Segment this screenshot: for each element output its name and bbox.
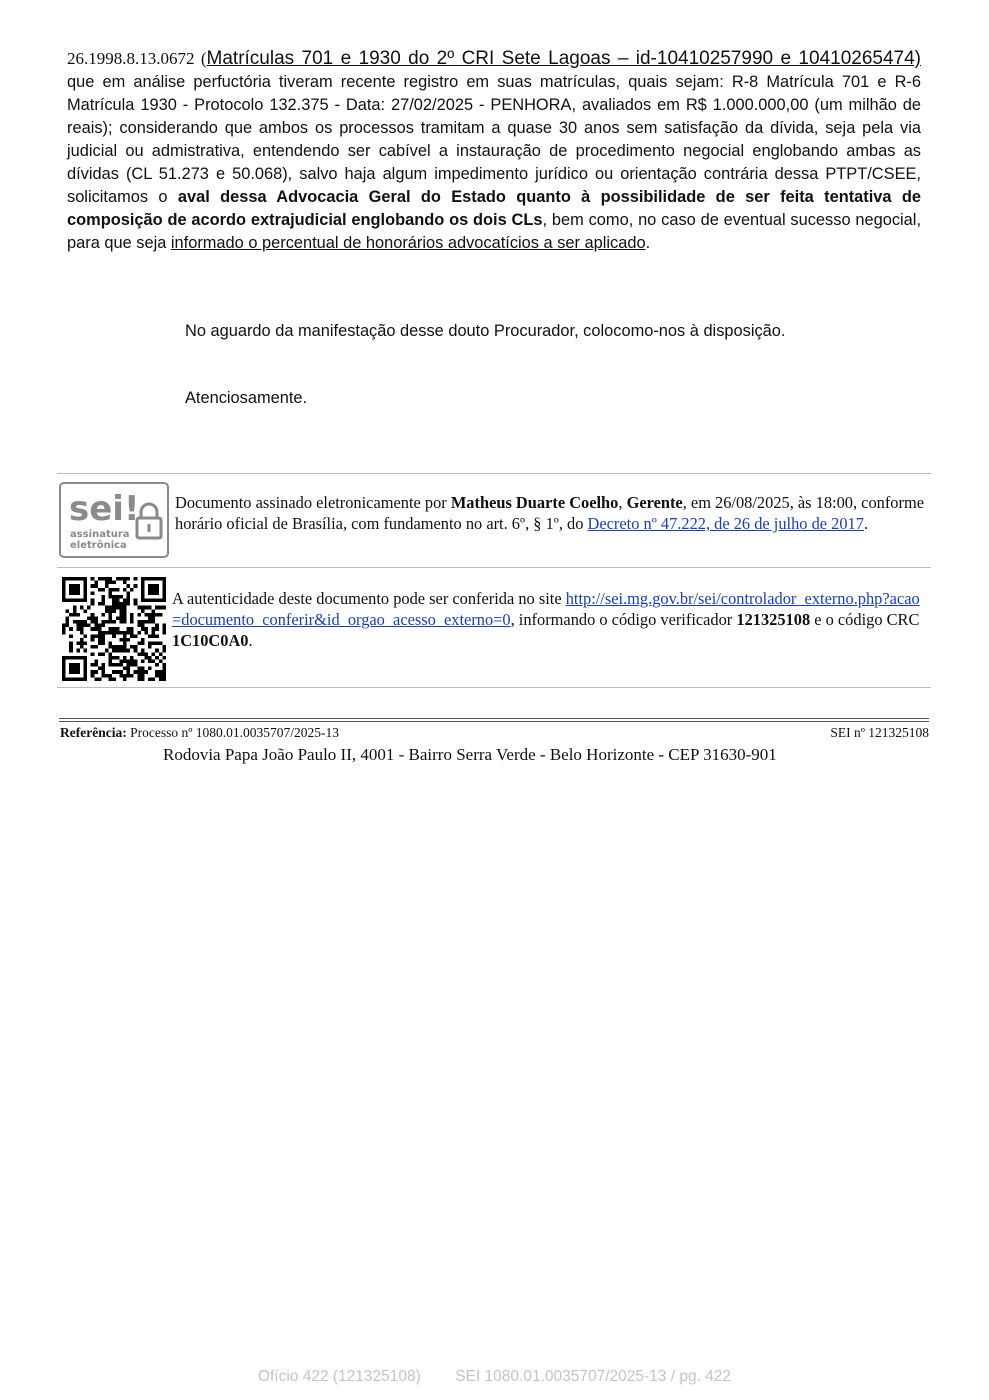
body-paragraph [67, 47, 921, 255]
salutation: Atenciosamente. [185, 389, 308, 407]
verification-url-link[interactable]: http://sei.mg.gov.br/sei/controlador_externo.php?acao=documento_conferir&id_orgao_acesso_externo=0 [172, 589, 920, 629]
paragraph-end: . [645, 234, 651, 252]
signer-name: Matheus Duarte Coelho [450, 493, 619, 512]
reference-value: Processo nº 1080.01.0035707/2025-13 [126, 725, 340, 740]
paren-open: ( [194, 49, 207, 68]
authenticity-end: . [248, 631, 253, 650]
address: Rodovia Papa João Paulo II, 4001 - Bairro Serra Verde - Belo Horizonte - CEP 31630-901 [163, 745, 777, 764]
sei-signature-logo [59, 482, 169, 558]
footer-rule [59, 718, 929, 719]
authenticity-pre: A autenticidade deste documento pode ser conferida no site [172, 589, 566, 608]
divider [57, 687, 931, 688]
sei-logo-sub2: eletrônica [70, 540, 127, 551]
bold-request: aval dessa Advocacia Geral do Estado quanto à possibilidade de ser feita tentativa de composição de acordo extrajudicial englobando os dois CLs [67, 188, 921, 229]
signature-pre: Documento assinado eletronicamente por [175, 493, 451, 512]
signature-mid: , em 26/08/2025, às 18:00, conforme horário oficial de Brasília, com fundamento no art. 6º, § 1º, do [175, 493, 924, 533]
authenticity-mid2: e o código CRC [810, 610, 920, 629]
footer-rule [59, 721, 929, 722]
sei-logo-word: sei! [69, 489, 140, 529]
authenticity-text [172, 588, 928, 651]
divider [57, 473, 931, 474]
closing-line: No aguardo da manifestação desse douto Procurador, colocomo-nos à disposição. [185, 322, 786, 340]
sei-logo-graphic [61, 484, 167, 556]
page-stamp: Ofício 422 (121325108) SEI 1080.01.0035707/2025-13 / pg. 422 [257, 1368, 732, 1385]
signature-sep: , [618, 493, 627, 512]
sei-logo-sub1: assinatura [70, 529, 130, 540]
verifier-code: 121325108 [736, 610, 811, 629]
divider [57, 567, 931, 568]
sei-number: SEI nº 121325108 [830, 725, 929, 740]
qr-code [62, 577, 166, 681]
crc-code: 1C10C0A0 [172, 631, 249, 650]
reference-label: Referência: [60, 725, 127, 740]
signature-text [175, 492, 931, 534]
signature-end: . [863, 514, 869, 533]
authenticity-mid: , informando o código verificador [510, 610, 737, 629]
padlock-icon [137, 504, 161, 538]
paragraph-text-1: que em análise perfuctória tiveram recente registro em suas matrículas, quais sejam: R-8 Matrícula 701 e R-6 Matrícula 1930 - Protocolo 132.375 - Data: 27/02/2025 - PENHORA, avaliados em R$ 1.000.000,00 (um milhão de reais); considerando que ambos os processos tramitam a quase 30 anos sem satisfação da dívida, seja pela via judicial ou admistrativa, entendendo ser cabível a instauração de procedimento negocial englobando ambas as dívidas (CL 51.273 e 50.068), salvo haja algum impedimento jurídico ou orientação contrária dessa PTPT/CSEE, solicitamos o [67, 73, 921, 206]
reference-line [60, 725, 339, 741]
signer-role: Gerente [626, 493, 683, 512]
decree-link[interactable]: Decreto nº 47.222, de 26 de julho de 2017 [587, 514, 864, 533]
paragraph-text-2: , bem como, no caso de eventual sucesso negocial, para que seja [67, 211, 921, 252]
matriculas-reference: Matrículas 701 e 1930 do 2º CRI Sete Lagoas – id-10410257990 e 10410265474) [206, 48, 921, 69]
underlined-request: informado o percentual de honorários advocatícios a ser aplicado [170, 234, 646, 252]
process-number: 26.1998.8.13.0672 [67, 49, 195, 68]
